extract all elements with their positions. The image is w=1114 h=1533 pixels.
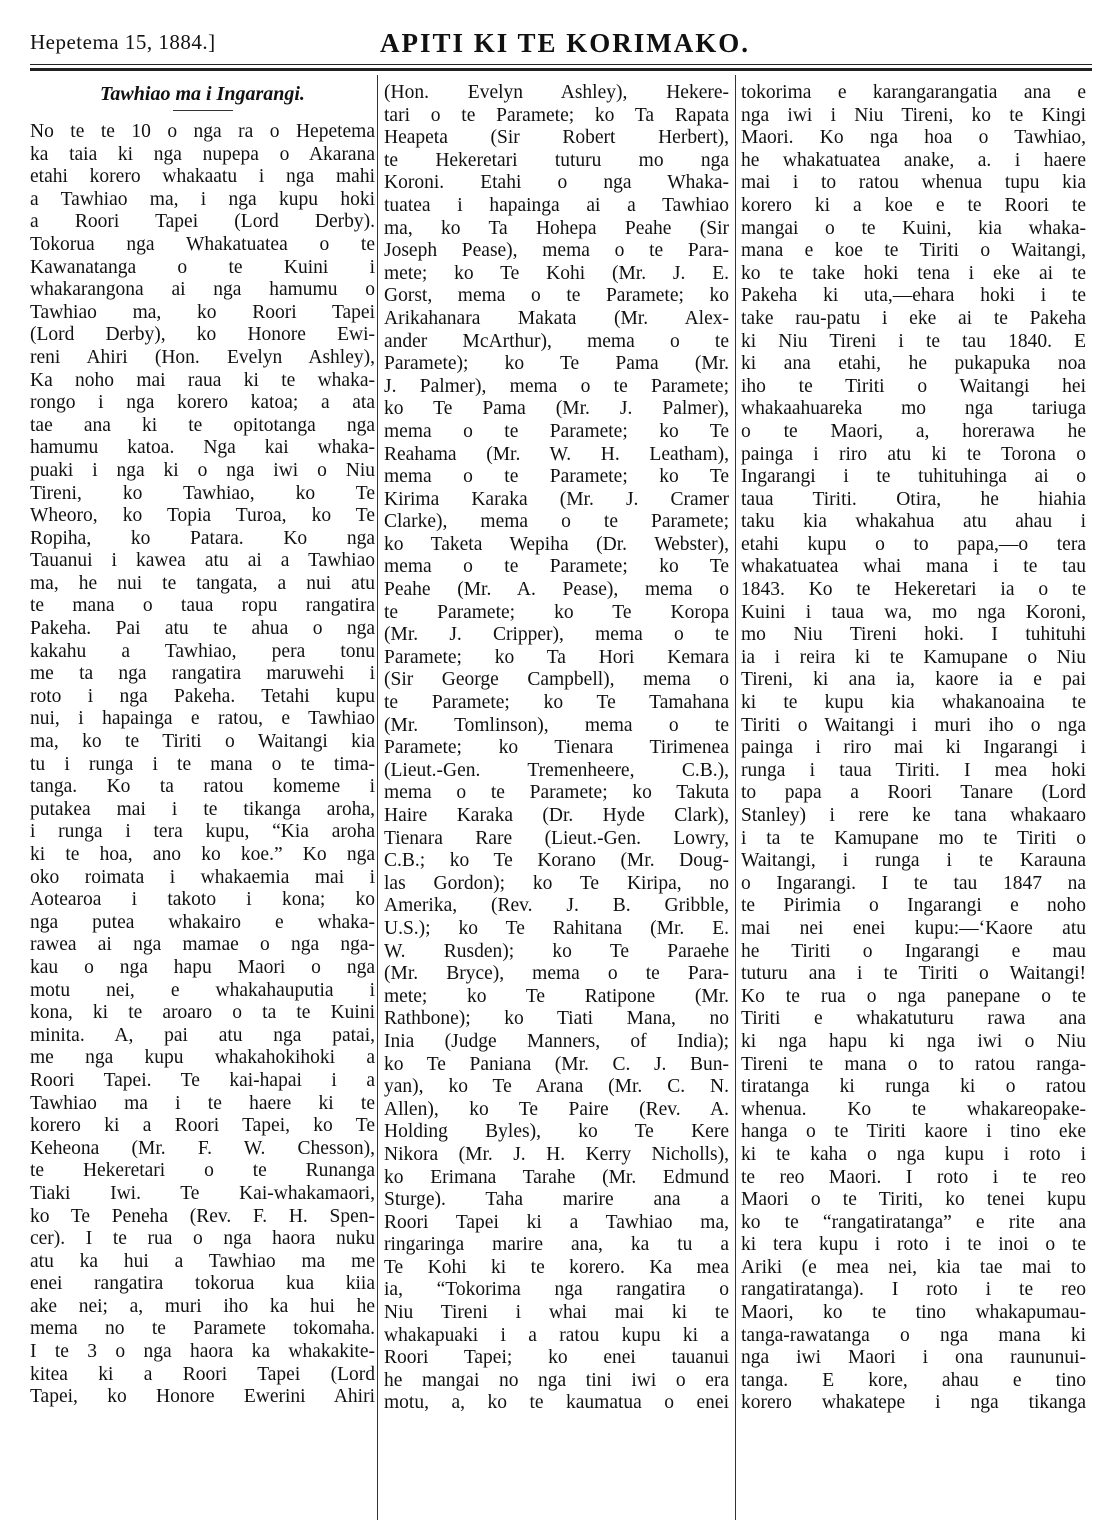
text-line: ko Erimana Tarahe (Mr. Edmund bbox=[384, 1166, 729, 1188]
supplement-title: APITI KI TE KORIMAKO. bbox=[380, 28, 751, 58]
text-line: minita. A, pai atu nga patai, bbox=[30, 1024, 375, 1046]
text-line: korero ki a Roori Tapei, ko Te bbox=[30, 1115, 375, 1137]
text-line: Inia (Judge Manners, of India); bbox=[384, 1030, 729, 1052]
text-line: korero whakatepe i nga tikanga bbox=[741, 1392, 1086, 1414]
issue-date: Hepetema 15, 1884.] bbox=[30, 30, 216, 54]
text-line: a Roori Tapei (Lord Derby). bbox=[30, 211, 375, 233]
text-line: (Hon. Evelyn Ashley), Hekere- bbox=[384, 82, 729, 103]
text-line: Niu Tireni i whai mai ki te bbox=[384, 1302, 729, 1324]
text-line: mai nei enei kupu:—‘Kaore atu bbox=[741, 917, 1086, 939]
text-line: mo Niu Tireni hoki. I tuhituhi bbox=[741, 624, 1086, 646]
text-line: las Gordon); ko Te Kiripa, no bbox=[384, 872, 729, 894]
text-line: etahi kupu o to papa,—o tera bbox=[741, 533, 1086, 555]
text-line: Tauanui i kawea atu ai a Tawhiao bbox=[30, 550, 375, 572]
text-line: ko Taketa Wepiha (Dr. Webster), bbox=[384, 533, 729, 555]
header-rule-thick bbox=[30, 68, 1092, 71]
text-line: yan), ko Te Arana (Mr. C. N. bbox=[384, 1076, 729, 1098]
text-line: Paramete); ko Te Pama (Mr. bbox=[384, 353, 729, 375]
text-line: runga i taua Tiriti. I mea hoki bbox=[741, 759, 1086, 781]
text-line: Heapeta (Sir Robert Herbert), bbox=[384, 127, 729, 149]
text-line: reni Ahiri (Hon. Evelyn Ashley), bbox=[30, 346, 375, 368]
text-line: Tiriti e whakatuturu rawa ana bbox=[741, 1008, 1086, 1030]
text-line: Roori Tapei. Te kai-hapai i a bbox=[30, 1069, 375, 1091]
text-line: Pakeha ki uta,—ehara hoki i te bbox=[741, 285, 1086, 307]
text-line: mete; ko Te Kohi (Mr. J. E. bbox=[384, 262, 729, 284]
text-line: Clarke), mema o te Paramete; bbox=[384, 511, 729, 533]
text-line: Arikahanara Makata (Mr. Alex- bbox=[384, 307, 729, 329]
title-rule bbox=[173, 110, 233, 111]
text-line: Rathbone); ko Tiati Mana, no bbox=[384, 1008, 729, 1030]
text-line: me ta nga rangatira maruwehi i bbox=[30, 663, 375, 685]
text-line: he whakatuatea anake, a. i haere bbox=[741, 149, 1086, 171]
text-line: nui, i hapainga e ratou, e Tawhiao bbox=[30, 708, 375, 730]
text-line: ki ana etahi, he pukapuka noa bbox=[741, 353, 1086, 375]
text-line: te Paramete; ko Te Tamahana bbox=[384, 692, 729, 714]
text-line: whakapuaki i a ratou kupu ki a bbox=[384, 1324, 729, 1346]
text-line: Ariki (e mea nei, kia tae mai to bbox=[741, 1256, 1086, 1278]
text-line: Kawanatanga o te Kuini i bbox=[30, 256, 375, 278]
text-line: Ropiha, ko Patara. Ko nga bbox=[30, 527, 375, 549]
text-line: atu ka hui a Tawhiao ma me bbox=[30, 1250, 375, 1272]
text-line: Tireni, ki ana ia, kaore ia e pai bbox=[741, 669, 1086, 691]
text-line: ringaringa marire ana, ka tu a bbox=[384, 1234, 729, 1256]
text-line: rangatiratanga). I roto i te reo bbox=[741, 1279, 1086, 1301]
text-line: whakatuatea whai mana i te tau bbox=[741, 556, 1086, 578]
text-line: te Paramete; ko Te Koropa bbox=[384, 601, 729, 623]
text-line: No te te 10 o nga ra o Hepetema bbox=[30, 121, 375, 142]
text-line: he mangai no nga tini iwi o era bbox=[384, 1369, 729, 1391]
text-line: Pakeha. Pai atu te ahua o nga bbox=[30, 618, 375, 640]
text-line: roto i nga Pakeha. Tetahi kupu bbox=[30, 685, 375, 707]
column-1 bbox=[30, 82, 375, 1409]
text-line: Paramete; ko Ta Hori Kemara bbox=[384, 646, 729, 668]
text-line: ki tera kupu i roto i te inoi o te bbox=[741, 1234, 1086, 1256]
text-line: painga i riro atu ki te Torona o bbox=[741, 443, 1086, 465]
text-line: J. Palmer), mema o te Paramete; bbox=[384, 375, 729, 397]
text-line: tanga. E kore, ahau e tino bbox=[741, 1369, 1086, 1391]
text-line: Wheoro, ko Topia Turoa, ko Te bbox=[30, 505, 375, 527]
text-line: Tiaki Iwi. Te Kai-whakamaori, bbox=[30, 1182, 375, 1204]
page-header bbox=[30, 28, 1100, 62]
text-line: (Mr. Tomlinson), mema o te bbox=[384, 714, 729, 736]
text-line: ia i reira ki te Kamupane o Niu bbox=[741, 646, 1086, 668]
text-line: ma, ko Ta Hohepa Peahe (Sir bbox=[384, 217, 729, 239]
text-line: tuturu ana i te Tiriti o Waitangi! bbox=[741, 963, 1086, 985]
text-line: Peahe (Mr. A. Pease), mema o bbox=[384, 579, 729, 601]
text-line: Tawhiao ma i te haere ki te bbox=[30, 1092, 375, 1114]
text-line: ia, “Tokorima nga rangatira o bbox=[384, 1279, 729, 1301]
text-line: Tapei, ko Honore Ewerini Ahiri bbox=[30, 1386, 375, 1408]
text-line: hanga o te Tiriti kaore i tino eke bbox=[741, 1121, 1086, 1143]
text-line: Aotearoa i takoto i kona; ko bbox=[30, 889, 375, 911]
text-line: mangai o te Kuini, kia whaka- bbox=[741, 217, 1086, 239]
text-line: Amerika, (Rev. J. B. Gribble, bbox=[384, 895, 729, 917]
text-line: ander McArthur), mema o te bbox=[384, 330, 729, 352]
text-line: Te Kohi ki te korero. Ka mea bbox=[384, 1256, 729, 1278]
text-line: te Hekeretari o te Runanga bbox=[30, 1160, 375, 1182]
text-line: ko te “rangatiratanga” e rite ana bbox=[741, 1211, 1086, 1233]
text-line: (Lieut.-Gen. Tremenheere, C.B.), bbox=[384, 759, 729, 781]
text-line: taku kia whakahua atu ahau i bbox=[741, 511, 1086, 533]
column-2 bbox=[384, 82, 729, 1415]
text-line: U.S.); ko Te Rahitana (Mr. E. bbox=[384, 917, 729, 939]
text-line: tanga. Ko ta ratou komeme i bbox=[30, 776, 375, 798]
text-line: Roori Tapei ki a Tawhiao ma, bbox=[384, 1211, 729, 1233]
text-line: ake nei; a, muri iho ka hui he bbox=[30, 1295, 375, 1317]
text-line: Allen), ko Te Paire (Rev. A. bbox=[384, 1098, 729, 1120]
text-line: kona, ki te aroaro o ta te Kuini bbox=[30, 1002, 375, 1024]
text-line: rongo i nga korero katoa; a ata bbox=[30, 392, 375, 414]
text-line: cer). I te rua o nga haora nuku bbox=[30, 1228, 375, 1250]
text-line: to papa a Roori Tanare (Lord bbox=[741, 782, 1086, 804]
text-line: mai i to ratou whenua tupu kia bbox=[741, 172, 1086, 194]
text-line: 1843. Ko te Hekeretari ia o te bbox=[741, 579, 1086, 601]
text-line: whenua. Ko te whakareopake- bbox=[741, 1098, 1086, 1120]
header-rule-thin bbox=[30, 64, 1092, 65]
column-3 bbox=[741, 82, 1086, 1415]
text-line: Maori o te Tiriti, ko tenei kupu bbox=[741, 1189, 1086, 1211]
text-line: Koroni. Etahi o nga Whaka- bbox=[384, 172, 729, 194]
text-line: kitea ki a Roori Tapei (Lord bbox=[30, 1363, 375, 1385]
column-divider bbox=[377, 75, 378, 1520]
text-line: ko Te Paniana (Mr. C. J. Bun- bbox=[384, 1053, 729, 1075]
text-line: mema o te Paramete; ko Te bbox=[384, 556, 729, 578]
text-line: Kuini i taua wa, mo nga Koroni, bbox=[741, 601, 1086, 623]
text-line: I te 3 o nga haora ka whakakite- bbox=[30, 1341, 375, 1363]
text-line: Tireni, ko Tawhiao, ko Te bbox=[30, 482, 375, 504]
text-line: kakahu a Tawhiao, pera tonu bbox=[30, 640, 375, 662]
text-line: Tienara Rare (Lieut.-Gen. Lowry, bbox=[384, 827, 729, 849]
text-line: he Tiriti o Ingarangi e mau bbox=[741, 940, 1086, 962]
column-divider bbox=[735, 75, 736, 1520]
text-line: (Sir George Campbell), mema o bbox=[384, 669, 729, 691]
text-line: mema no te Paramete tokomaha. bbox=[30, 1318, 375, 1340]
text-line: ki Niu Tireni i te tau 1840. E bbox=[741, 330, 1086, 352]
text-line: tae ana ki te opitotanga nga bbox=[30, 414, 375, 436]
text-line: Ko te rua o nga panepane o te bbox=[741, 985, 1086, 1007]
text-line: ma, he nui te tangata, a nui atu bbox=[30, 572, 375, 594]
text-line: ki te kaha o nga kupu i roto i bbox=[741, 1143, 1086, 1165]
text-line: mema o te Paramete; ko Takuta bbox=[384, 782, 729, 804]
text-line: i runga i tera kupu, “Kia aroha bbox=[30, 821, 375, 843]
text-line: iho te Tiriti o Waitangi hei bbox=[741, 375, 1086, 397]
text-line: nga putea whakairo e whaka- bbox=[30, 911, 375, 933]
text-line: ko Te Peneha (Rev. F. H. Spen- bbox=[30, 1205, 375, 1227]
text-line: Stanley) i rere ke tana whakaaro bbox=[741, 805, 1086, 826]
text-line: W. Rusden); ko Te Paraehe bbox=[384, 940, 729, 962]
text-line: Reahama (Mr. W. H. Leatham), bbox=[384, 443, 729, 465]
text-line: Keheona (Mr. F. W. Chesson), bbox=[30, 1137, 375, 1159]
text-line: tuatea i hapainga ai a Tawhiao bbox=[384, 194, 729, 216]
text-line: motu, a, ko te kaumatua o enei bbox=[384, 1392, 729, 1414]
text-line: whakarangona ai nga hamumu o bbox=[30, 279, 375, 301]
text-line: mana e koe te Tiriti o Waitangi, bbox=[741, 240, 1086, 262]
text-line: o te Maori, a, horerawa he bbox=[741, 420, 1086, 442]
text-line: nga iwi Maori i ona raununui- bbox=[741, 1347, 1086, 1369]
text-line: take rau-patu i eke ai te Pakeha bbox=[741, 307, 1086, 329]
text-line: Paramete; ko Tienara Tirimenea bbox=[384, 737, 729, 759]
text-line: taua Tiriti. Otira, he hiahia bbox=[741, 488, 1086, 510]
text-line: ma, ko te Tiriti o Waitangi kia bbox=[30, 731, 375, 753]
text-line: Holding Byles), ko Te Kere bbox=[384, 1121, 729, 1143]
text-line: Waitangi, i runga i te Karauna bbox=[741, 850, 1086, 872]
text-line: oko roimata i whakaemia mai i bbox=[30, 866, 375, 888]
text-line: tokorima e karangarangatia ana e bbox=[741, 82, 1086, 103]
text-line: Maori. Ko nga hoa o Tawhiao, bbox=[741, 127, 1086, 149]
text-line: Tiriti o Waitangi i muri iho o nga bbox=[741, 714, 1086, 736]
text-line: motu nei, e whakahauputia i bbox=[30, 979, 375, 1001]
text-line: (Mr. J. Cripper), mema o te bbox=[384, 624, 729, 646]
text-line: korero ki a koe e te Roori te bbox=[741, 194, 1086, 216]
text-line: Gorst, mema o te Paramete; ko bbox=[384, 285, 729, 307]
text-line: Tokorua nga Whakatuatea o te bbox=[30, 233, 375, 255]
text-line: a Tawhiao ma, i nga kupu hoki bbox=[30, 188, 375, 210]
text-line: Ka noho mai raua ki te whaka- bbox=[30, 369, 375, 391]
text-line: te Pirimia o Ingarangi e noho bbox=[741, 895, 1086, 917]
text-line: enei rangatira tokorua kua kiia bbox=[30, 1273, 375, 1295]
text-line: ki te kupu kia whakanoaina te bbox=[741, 692, 1086, 714]
text-line: Kirima Karaka (Mr. J. Cramer bbox=[384, 488, 729, 510]
text-line: ko te take hoki tena i eke ai te bbox=[741, 262, 1086, 284]
text-line: Nikora (Mr. J. H. Kerry Nicholls), bbox=[384, 1143, 729, 1165]
text-line: tari o te Paramete; ko Ta Rapata bbox=[384, 104, 729, 126]
text-line: te Hekeretari tuturu mo nga bbox=[384, 149, 729, 171]
text-line: mete; ko Te Ratipone (Mr. bbox=[384, 985, 729, 1007]
text-line: Tawhiao ma, ko Roori Tapei bbox=[30, 301, 375, 323]
text-line: me nga kupu whakahokihoki a bbox=[30, 1047, 375, 1069]
text-line: tiratanga ki runga ki o ratou bbox=[741, 1076, 1086, 1098]
text-line: Haire Karaka (Dr. Hyde Clark), bbox=[384, 805, 729, 826]
text-line: ka taia ki nga nupepa o Akarana bbox=[30, 143, 375, 165]
text-line: whakaahuareka mo nga tariuga bbox=[741, 398, 1086, 420]
text-line: Tireni te mana o to ratou ranga- bbox=[741, 1053, 1086, 1075]
text-line: rawea ai nga mamae o nga nga- bbox=[30, 934, 375, 956]
text-line: Roori Tapei; ko enei tauanui bbox=[384, 1347, 729, 1369]
text-line: tu i runga i te mana o te tima- bbox=[30, 753, 375, 775]
text-line: ki te hoa, ano ko koe.” Ko nga bbox=[30, 844, 375, 865]
text-line: mema o te Paramete; ko Te bbox=[384, 466, 729, 488]
text-line: Sturge). Taha marire ana a bbox=[384, 1189, 729, 1211]
text-line: te reo Maori. I roto i te reo bbox=[741, 1166, 1086, 1188]
text-line: mema o te Paramete; ko Te bbox=[384, 420, 729, 442]
text-line: o Ingarangi. I te tau 1847 na bbox=[741, 872, 1086, 894]
text-line: putakea mai i te tikanga aroha, bbox=[30, 798, 375, 820]
text-line: (Lord Derby), ko Honore Ewi- bbox=[30, 324, 375, 346]
text-line: ki nga hapu ki nga iwi o Niu bbox=[741, 1030, 1086, 1052]
text-line: C.B.; ko Te Korano (Mr. Doug- bbox=[384, 850, 729, 872]
text-line: nga iwi i Niu Tireni, ko te Kingi bbox=[741, 104, 1086, 126]
text-line: Maori, ko te tino whakapumau- bbox=[741, 1302, 1086, 1324]
text-line: tanga-rawatanga o nga mana ki bbox=[741, 1324, 1086, 1346]
text-line: hamumu katoa. Nga kai whaka- bbox=[30, 437, 375, 459]
text-line: Joseph Pease), mema o te Para- bbox=[384, 240, 729, 262]
text-line: puaki i nga ki o nga iwi o Niu bbox=[30, 459, 375, 481]
text-line: etahi korero whakaatu i nga mahi bbox=[30, 166, 375, 188]
text-line: te mana o taua ropu rangatira bbox=[30, 595, 375, 617]
article-title: Tawhiao ma i Ingarangi. bbox=[100, 83, 305, 105]
text-line: kau o nga hapu Maori o nga bbox=[30, 956, 375, 978]
text-line: ko Te Pama (Mr. J. Palmer), bbox=[384, 398, 729, 420]
text-line: Ingarangi i te tuhituhinga ai o bbox=[741, 466, 1086, 488]
text-line: i ta te Kamupane mo te Tiriti o bbox=[741, 827, 1086, 849]
text-line: painga i riro mai ki Ingarangi i bbox=[741, 737, 1086, 759]
text-line: (Mr. Bryce), mema o te Para- bbox=[384, 963, 729, 985]
